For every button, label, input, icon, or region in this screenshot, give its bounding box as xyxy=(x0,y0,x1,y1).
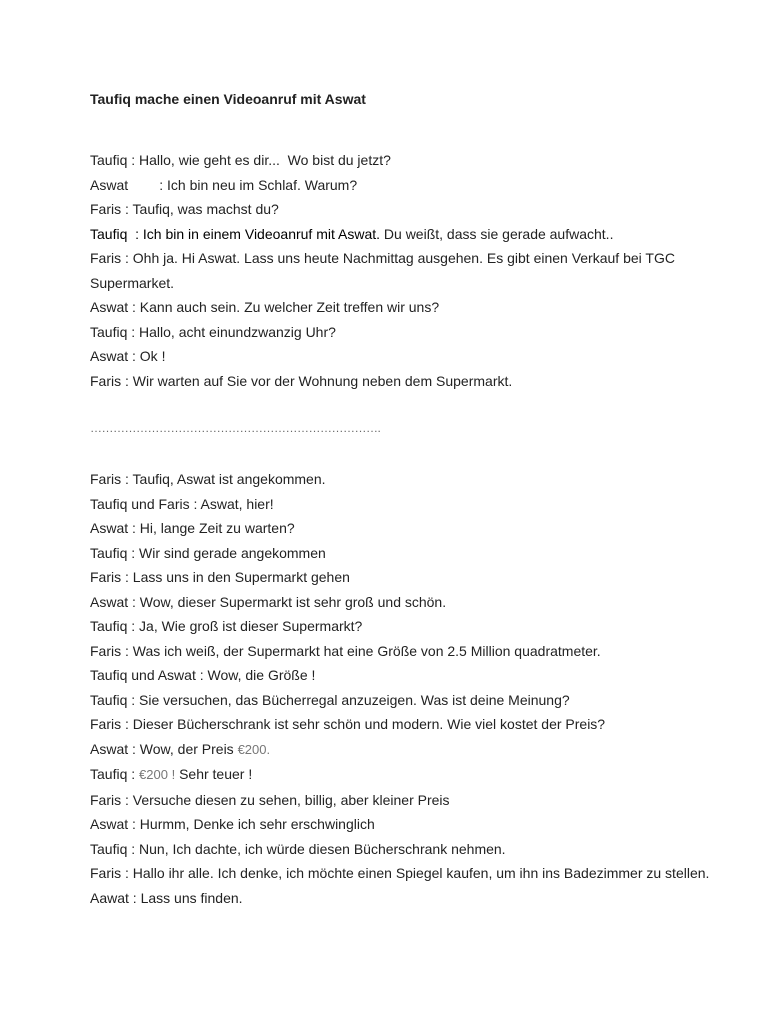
price-value: €200 ! xyxy=(139,767,176,782)
dialogue-line: Faris : Taufiq, was machst du? xyxy=(90,201,279,217)
dialogue-line: Taufiq : Sie versuchen, das Bücherregal anzuzeigen. Was ist deine Meinung? xyxy=(90,691,570,708)
dialogue-line: Faris : Ohh ja. Hi Aswat. Lass uns heute Nachmittag ausgehen. Es gibt einen Verkauf bei TGC Supermarket. xyxy=(90,250,675,291)
dialogue-part-2 xyxy=(90,467,730,910)
dialogue-line: Aswat : Wow, dieser Supermarkt ist sehr groß und schön. xyxy=(90,593,447,610)
dialogue-line: Faris : Lass uns in den Supermarkt gehen xyxy=(90,569,350,585)
dialogue-line: Faris : Dieser Bücherschrank ist sehr schön und modern. Wie viel kostet der Preis? xyxy=(90,716,606,732)
dialogue-line: Aswat : Ok ! xyxy=(90,348,166,364)
dialogue-line: Taufiq : Hallo, wie geht es dir... Wo bist du jetzt? xyxy=(90,152,391,168)
dialogue-line: Faris : Hallo ihr alle. Ich denke, ich möchte einen Spiegel kaufen, um ihn ins Badezimmer zu stellen. xyxy=(90,865,710,881)
document-title: Taufiq mache einen Videoanruf mit Aswat xyxy=(90,91,366,107)
dialogue-line: Taufiq und Faris : Aswat, hier! xyxy=(90,495,274,512)
dialogue-part-1 xyxy=(90,148,730,393)
dialogue-line-emphasis: Taufiq : Ich bin in einem Videoanruf mit Aswat. xyxy=(90,225,381,242)
dialogue-line xyxy=(90,222,730,247)
dialogue-line xyxy=(90,762,730,788)
dialogue-line: Taufiq und Aswat : Wow, die Größe ! xyxy=(90,667,316,683)
dialogue-line: Taufiq : Ja, Wie groß ist dieser Supermarkt? xyxy=(90,618,363,634)
price-line-prefix: Aswat : Wow, der Preis xyxy=(90,740,238,757)
section-separator: …………………………………………………………………. xyxy=(90,421,381,435)
price-value: €200. xyxy=(237,741,271,757)
dialogue-line-rest: Du weißt, dass sie gerade aufwacht.. xyxy=(380,225,614,242)
dialogue-line: Aswat : Ich bin neu im Schlaf. Warum? xyxy=(90,176,358,193)
dialogue-line: Taufiq : Nun, Ich dachte, ich würde diesen Bücherschrank nehmen. xyxy=(90,840,506,857)
dialogue-line xyxy=(90,737,730,763)
dialogue-line: Aswat : Hi, lange Zeit zu warten? xyxy=(90,520,295,536)
dialogue-line: Aswat : Hurmm, Denke ich sehr erschwinglich xyxy=(90,816,375,832)
dialogue-line: Aawat : Lass uns finden. xyxy=(90,889,243,906)
teuer-line-suffix: Sehr teuer ! xyxy=(175,766,253,782)
dialogue-line: Faris : Wir warten auf Sie vor der Wohnung neben dem Supermarkt. xyxy=(90,372,513,389)
teuer-line-prefix: Taufiq : xyxy=(90,766,140,782)
dialogue-line: Faris : Taufiq, Aswat ist angekommen. xyxy=(90,471,326,487)
dialogue-line: Taufiq : Wir sind gerade angekommen xyxy=(90,544,326,561)
dialogue-line: Faris : Versuche diesen zu sehen, billig, aber kleiner Preis xyxy=(90,791,450,808)
dialogue-line: Aswat : Kann auch sein. Zu welcher Zeit treffen wir uns? xyxy=(90,299,440,315)
dialogue-line: Taufiq : Hallo, acht einundzwanzig Uhr? xyxy=(90,323,336,340)
dialogue-line: Faris : Was ich weiß, der Supermarkt hat eine Größe von 2.5 Million quadratmeter. xyxy=(90,642,601,659)
